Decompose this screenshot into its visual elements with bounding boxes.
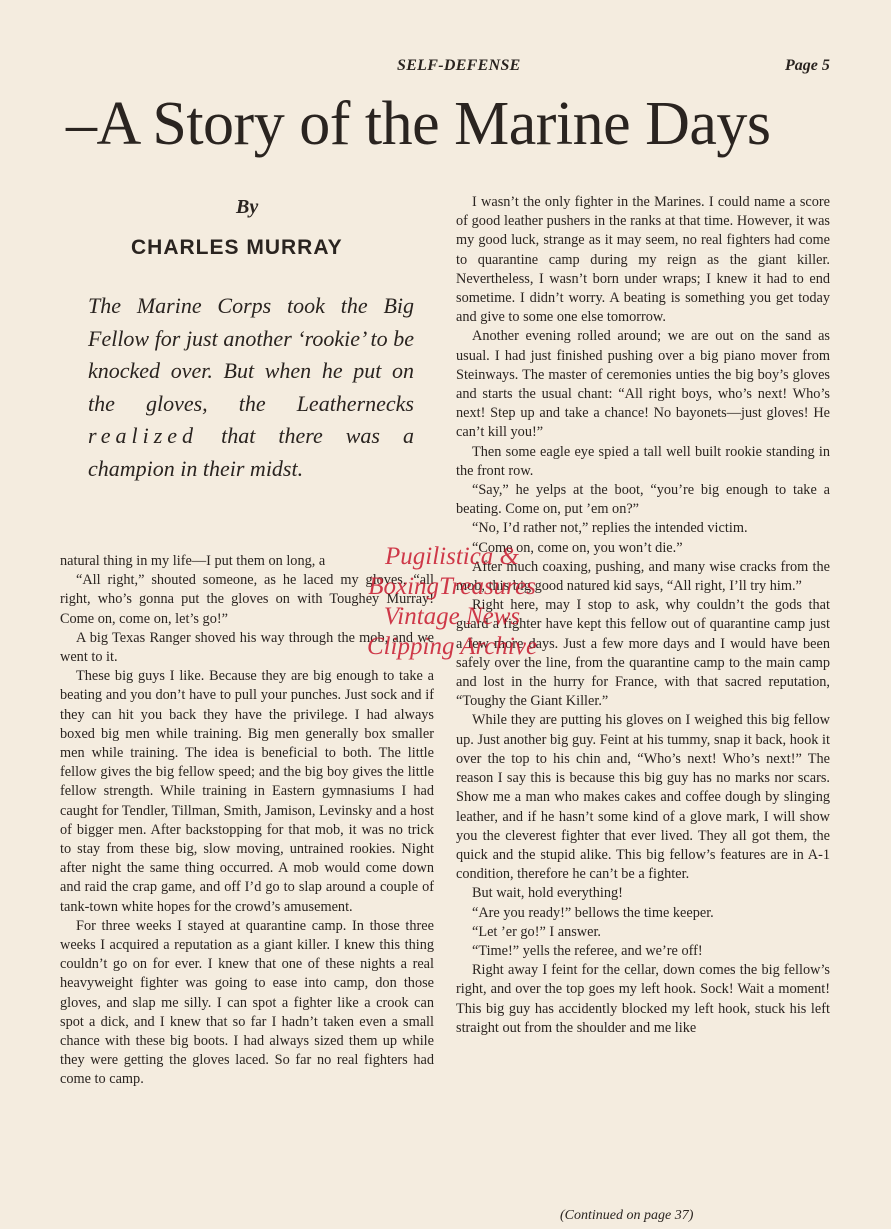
paragraph: While they are putting his gloves on I weighed this big fellow up. Just another big guy. Feint at his tummy, snap it back, hook it over the top to his chin and, “Who’s next! Who’s next!” The reason I say this is because this big guy has no marks nor scars. Show me a man who makes cakes and coffee dough by slinging leather, and if he hasn’t some kind of a glove mark, I will show you the cleverest fighter that ever lived. They all got them, the quick and the stupid alike. This big fellow’s features are in A-1 condition, therefore he can’t be a fighter. xyxy=(456,712,830,883)
magazine-name: SELF-DEFENSE xyxy=(397,57,521,74)
paragraph: Right away I feint for the cellar, down comes the big fellow’s right, and over the top goes my left hook. Sock! Wait a moment! This big guy has accidently blocked my left hook, stuck his left straight out from the shoulder and me like xyxy=(456,962,830,1036)
paragraph: For three weeks I stayed at quarantine camp. In those three weeks I acquired a reputation as a giant killer. I knew this thing couldn’t go on for ever. I knew that one of these nights a real heavyweight fighter was going to ease into camp, don those gloves, and slap me silly. I can spot a fighter like a crook can spot a dick, and I knew that so far I hadn’t taken even a small chance with these big boots. I had always sized them up while they were getting the gloves laced. So far no real fighters had come to camp. xyxy=(60,917,434,1088)
paragraph: “Time!” yells the referee, and we’re off! xyxy=(472,942,703,959)
deck-text-2: that there was a champion in their midst. xyxy=(88,423,414,481)
author-name: CHARLES MURRAY xyxy=(131,236,343,259)
paragraph: “Come on, come on, you won’t die.” xyxy=(472,539,683,556)
watermark-line: Vintage News xyxy=(383,603,521,630)
paragraph: A big Texas Ranger shoved his way through the mob, and we went to it. xyxy=(60,629,434,666)
paragraph: natural thing in my life—I put them on long, a xyxy=(60,553,326,569)
paragraph: Then some eagle eye spied a tall well built rookie standing in the front row. xyxy=(456,443,830,479)
deck-text-1: The Marine Corps took the Big Fellow for just another ‘rookie’ to be knocked over. But when he put on the gloves, the Leathernecks xyxy=(88,293,414,416)
paragraph: “Are you ready!” bellows the time keeper. xyxy=(472,904,714,921)
watermark-line: BoxingTreasures xyxy=(368,573,536,600)
continued-note: (Continued on page 37) xyxy=(560,1208,694,1223)
article-title: –A Story of the Marine Days xyxy=(66,90,771,158)
page-number: Page 5 xyxy=(785,57,830,74)
left-column xyxy=(60,552,434,1090)
paragraph: “All right,” shouted someone, as he laced my gloves, “all right, who’s gonna put the gloves on with Toughey Murray! Come on, come on, let’s go!” xyxy=(60,572,434,627)
article-deck xyxy=(88,290,414,485)
byline-by: By xyxy=(236,196,259,218)
paragraph: These big guys I like. Because they are big enough to take a beating and you don’t have to pull your punches. Just sock and if they can hit you back they have the privilege. I had always boxed big men while training. Big men generally box smaller men while training. The idea is beneficial to both. The little fellow gives the big fellow speed; and the big boy gives the little fellow strength. While training in Eastern gymnasiums I had caught for Tendler, Tillman, Smith, Jamison, Levinsky and a host of bigger men. After backstopping for that mob, it was no trick to stay from these big, slow moving, untrained rookies. Night after night the same thing occurred. A mob would come down and raid the crap game, and off I’d go to slap around a couple of tank-town white hopes for the crowd’s amusement. xyxy=(60,668,434,915)
paragraph: But wait, hold everything! xyxy=(472,885,623,902)
deck-text-spaced: realized xyxy=(88,423,199,448)
watermark-line: Clipping Archive xyxy=(366,633,538,660)
watermark-line: Pugilistica & xyxy=(384,543,520,570)
paragraph: “No, I’d rather not,” replies the intended victim. xyxy=(472,520,748,537)
paragraph: Right here, may I stop to ask, why couldn’t the gods that guard a fighter have kept this fellow out of quarantine camp just a few more days. Just a few more days and I would have been safely over the line, from the quarantine camp to the main camp and lost in the hurry for France, with that sacred reputation, “Toughy the Giant Killer.” xyxy=(456,597,830,710)
paragraph: After much coaxing, pushing, and many wise cracks from the mob, this big good natured kid says, “All right, I’ll try him.” xyxy=(456,558,830,595)
paragraph: “Let ’er go!” I answer. xyxy=(472,923,601,940)
paragraph: I wasn’t the only fighter in the Marines. I could name a score of good leather pushers in the ranks at that time. However, it was my good luck, strange as it may seem, no real fighters had come to quarantine camp during my reign as the giant killer. Nevertheless, I wasn’t born under wraps; I knew it had to end sometime. I didn’t worry. A beating is something you get today and give to some one else tomorrow. xyxy=(456,194,830,326)
right-column xyxy=(456,193,830,1038)
paragraph: “Say,” he yelps at the boot, “you’re big enough to take a beating. Come on, put ’em on?” xyxy=(456,482,830,518)
paragraph: Another evening rolled around; we are out on the sand as usual. I had just finished pushing over a big piano mover from Steinways. The master of ceremonies unties the big boy’s gloves and starts the usual chant: “All right boys, who’s next! Who’s next! Step up and take a chance! No bayonets—just gloves! He can’t kill you!” xyxy=(456,328,830,441)
